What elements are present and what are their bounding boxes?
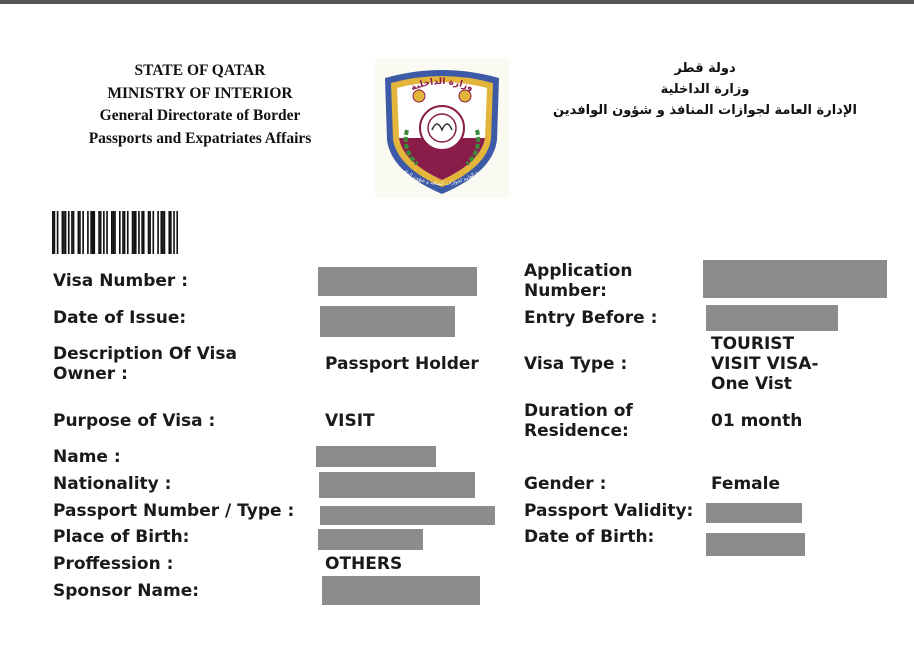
barcode-bar xyxy=(54,211,56,254)
barcode-bar xyxy=(164,211,166,254)
value-duration-of-residence: 01 month xyxy=(711,411,803,431)
label-gender: Gender : xyxy=(524,474,607,494)
header-directorate: General Directorate of Border xyxy=(99,107,301,124)
redacted-place-of-birth xyxy=(318,529,423,550)
barcode-bar xyxy=(52,211,54,254)
value-proffession: OTHERS xyxy=(325,554,403,574)
emblem-bottom-text: رة العامة لجوازات المنافذ و شؤون الواف xyxy=(402,168,482,188)
header-arabic xyxy=(540,58,870,121)
top-border xyxy=(0,0,914,4)
label-date-of-issue: Date of Issue: xyxy=(53,308,187,328)
barcode-bar xyxy=(119,211,121,254)
barcode-bar xyxy=(63,211,65,254)
barcode-bar xyxy=(173,211,175,254)
emblem-top-text: وزارة الداخلية xyxy=(409,76,475,94)
barcode-bar xyxy=(176,211,178,254)
label-sponsor-name: Sponsor Name: xyxy=(53,581,200,601)
label-purpose-of-visa: Purpose of Visa : xyxy=(53,411,216,431)
label-visa-type: Visa Type : xyxy=(524,354,628,374)
barcode-bar xyxy=(168,211,170,254)
barcode-bar xyxy=(71,211,73,254)
value-description-of-visa-owner: Passport Holder xyxy=(325,354,479,374)
header-ministry: MINISTRY OF INTERIOR xyxy=(107,84,293,102)
barcode-bar xyxy=(113,211,115,254)
label-nationality: Nationality : xyxy=(53,474,172,494)
header-english xyxy=(60,60,340,150)
value-purpose-of-visa: VISIT xyxy=(325,411,375,431)
label-name: Name : xyxy=(53,447,121,467)
label-place-of-birth: Place of Birth: xyxy=(53,527,190,547)
barcode-bar xyxy=(160,211,162,254)
barcode-bar xyxy=(90,211,92,254)
barcode-bar xyxy=(122,211,124,254)
barcode xyxy=(52,211,178,254)
redacted-date-of-issue xyxy=(320,306,455,337)
redacted-date-of-birth xyxy=(706,533,805,556)
barcode-bar xyxy=(103,211,105,254)
barcode-bar xyxy=(149,211,151,254)
barcode-bar xyxy=(98,211,100,254)
label-passport-validity: Passport Validity: xyxy=(524,501,694,521)
barcode-bar xyxy=(57,211,59,254)
emblem-seal-circle xyxy=(420,106,464,150)
value-visa-type: TOURIST VISIT VISA-One Vist xyxy=(711,334,819,394)
label-date-of-birth: Date of Birth: xyxy=(524,527,655,547)
barcode-bar xyxy=(93,211,95,254)
barcode-bar xyxy=(127,211,129,254)
barcode-bar xyxy=(143,211,145,254)
redacted-passport-validity xyxy=(706,503,802,523)
redacted-application-number xyxy=(703,260,887,298)
barcode-bar xyxy=(141,211,143,254)
barcode-bar xyxy=(157,211,159,254)
redacted-entry-before xyxy=(706,305,838,331)
redacted-nationality xyxy=(319,472,475,498)
barcode-bar xyxy=(133,211,135,254)
label-visa-number: Visa Number : xyxy=(53,271,189,291)
barcode-bar xyxy=(106,211,108,254)
barcode-bar xyxy=(148,211,150,254)
header-state: STATE OF QATAR xyxy=(134,62,266,79)
barcode-bar xyxy=(62,211,64,254)
barcode-bar xyxy=(92,211,94,254)
redacted-visa-number xyxy=(318,267,477,296)
ministry-emblem xyxy=(377,60,507,198)
barcode-bar xyxy=(111,211,113,254)
label-duration-of-residence: Duration of Residence: xyxy=(524,401,633,441)
barcode-bar xyxy=(82,211,84,254)
redacted-sponsor-name xyxy=(322,576,480,605)
barcode-bar xyxy=(114,211,116,254)
label-entry-before: Entry Before : xyxy=(524,308,658,328)
barcode-bar xyxy=(87,211,89,254)
label-proffession: Proffession : xyxy=(53,554,174,574)
barcode-bar xyxy=(100,211,102,254)
label-passport-number-type: Passport Number / Type : xyxy=(53,501,295,521)
header-department: Passports and Expatriates Affairs xyxy=(88,129,312,147)
redacted-name xyxy=(316,446,436,467)
barcode-bar xyxy=(79,211,81,254)
value-gender: Female xyxy=(711,474,780,494)
barcode-bar xyxy=(124,211,126,254)
barcode-bar xyxy=(138,211,140,254)
barcode-bar xyxy=(65,211,67,254)
header-ar-ministry: وزارة الداخلية xyxy=(660,82,750,97)
barcode-bar xyxy=(132,211,134,254)
barcode-bar xyxy=(162,211,164,254)
barcode-bar xyxy=(73,211,75,254)
redacted-passport-number xyxy=(320,506,495,525)
barcode-bar xyxy=(152,211,154,254)
barcode-bar xyxy=(68,211,70,254)
header-ar-directorate: الإدارة العامة لجوازات المنافذ و شؤون الوافدين xyxy=(553,103,857,118)
label-application-number: Application Number: xyxy=(524,261,633,301)
barcode-bar xyxy=(170,211,172,254)
barcode-bar xyxy=(135,211,137,254)
label-description-of-visa-owner: Description Of Visa Owner : xyxy=(53,344,237,384)
header-ar-state: دولة قطر xyxy=(674,61,736,76)
barcode-bar xyxy=(78,211,80,254)
